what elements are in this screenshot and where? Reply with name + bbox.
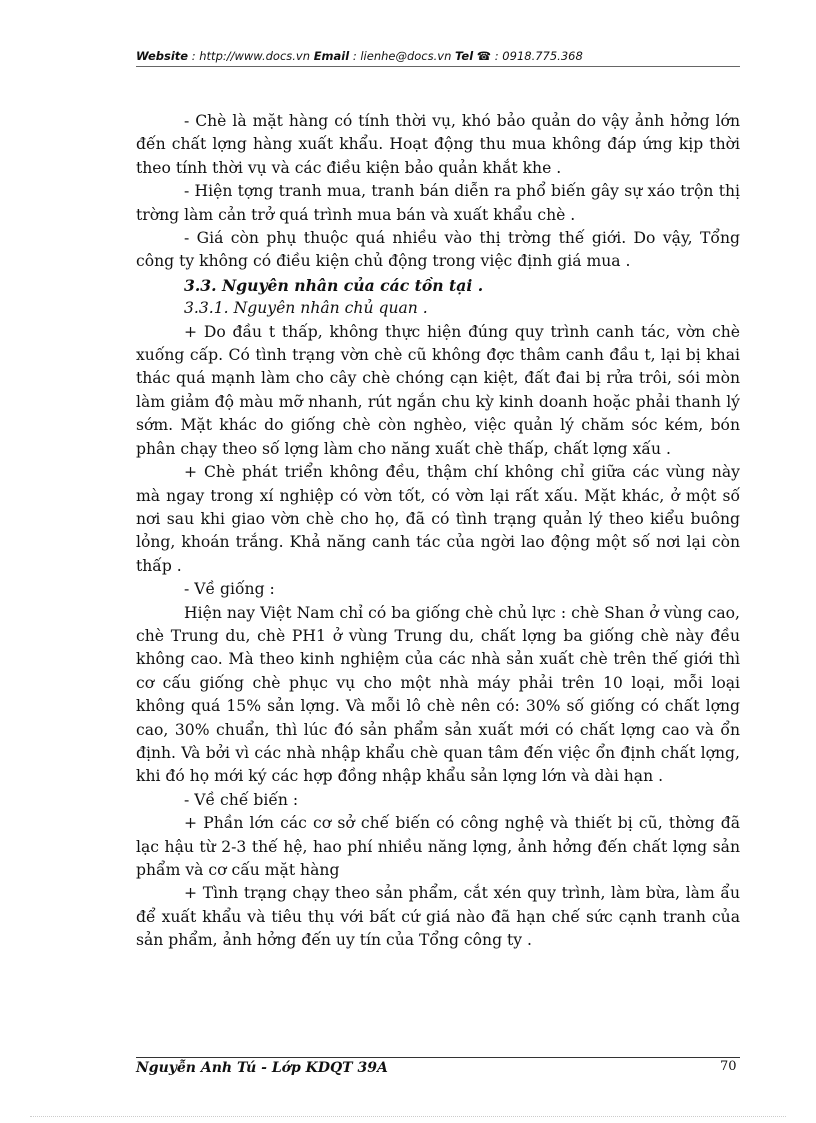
phone-icon: ☎	[476, 49, 492, 63]
header-divider	[136, 66, 740, 67]
paragraph: - Về giống :	[184, 580, 275, 599]
paragraph: - Hiện tợng tranh mua, tranh bán diễn ra phổ biến gây sự xáo trộn thị trờng làm cản trở quá trình mua bán và xuất khẩu chè .	[136, 182, 740, 224]
footer-divider	[136, 1057, 740, 1058]
page-bottom-border	[30, 1116, 786, 1117]
website-label: Website	[136, 49, 189, 63]
paragraph: + Chè phát triển không đều, thậm chí không chỉ giữa các vùng này mà ngay trong xí nghiệp có vờn tốt, có vờn lại rất xấu. Mặt khác, ở một số nơi sau khi giao vờn chè cho họ, đã có tình trạng quản lý theo kiểu buông lỏng, khoán trắng. Khả năng canh tác của ngời lao động một số nơi lại còn thấp .	[136, 463, 740, 575]
tel-number: : 0918.775.368	[491, 49, 583, 63]
paragraph: Hiện nay Việt Nam chỉ có ba giống chè chủ lực : chè Shan ở vùng cao, chè Trung du, chè PH1 ở vùng Trung du, chất lợng ba giống chè này đều không cao. Mà theo kinh nghiệm của các nhà sản xuất chè trên thế giới thì cơ cấu giống chè phục vụ cho một nhà máy phải trên 10 loại, mỗi loại không quá 15% sản lợng. Và mỗi lô chè nên có: 30% số giống có chất lợng cao, 30% chuẩn, thì lúc đó sản phẩm sản xuất mới có chất lợng cao và ổn định. Và bởi vì các nhà nhập khẩu chè quan tâm đến việc ổn định chất lợng, khi đó họ mới ký các hợp đồng nhập khẩu sản lợng lớn và dài hạn .	[136, 603, 740, 786]
paragraph: - Chè là mặt hàng có tính thời vụ, khó bảo quản do vậy ảnh hởng lớn đến chất lợng hàng xuất khẩu. Hoạt động thu mua không đáp ứng kịp thời theo tính thời vụ và các điều kiện bảo quản khắt khe .	[136, 112, 740, 177]
page-header	[136, 49, 740, 63]
paragraph: + Phần lớn các cơ sở chế biến có công nghệ và thiết bị cũ, thờng đã lạc hậu từ 2-3 thế hệ, hao phí nhiều năng lợng, ảnh hởng đến chất lợng sản phẩm và cơ cấu mặt hàng	[136, 814, 740, 879]
section-heading: 3.3. Nguyên nhân của các tồn tại .	[184, 275, 484, 295]
email-address[interactable]: : lienhe@docs.vn	[349, 49, 456, 63]
paragraph: - Giá còn phụ thuộc quá nhiều vào thị trờng thế giới. Do vậy, Tổng công ty không có điều kiện chủ động trong việc định giá mua .	[136, 229, 740, 271]
paragraph: + Tình trạng chạy theo sản phẩm, cắt xén quy trình, làm bừa, làm ẩu để xuất khẩu và tiêu thụ với bất cứ giá nào đã hạn chế sức cạnh tranh của sản phẩm, ảnh hởng đến uy tín của Tổng công ty .	[136, 884, 740, 950]
subsection-heading: 3.3.1. Nguyên nhân chủ quan .	[184, 299, 428, 318]
email-label: Email	[313, 49, 350, 63]
footer-author: Nguyễn Anh Tú - Lớp KDQT 39A	[136, 1060, 388, 1076]
website-url[interactable]: : http://www.docs.vn	[188, 49, 314, 63]
paragraph: - Về chế biến :	[184, 790, 299, 809]
tel-label: Tel	[455, 49, 474, 63]
paragraph: + Do đầu t thấp, không thực hiện đúng quy trình canh tác, vờn chè xuống cấp. Có tình trạng vờn chè cũ không đợc thâm canh đầu t, lại bị khai thác quá mạnh làm cho cây chè chóng cạn kiệt, đất đai bị rửa trôi, sói mòn làm giảm độ màu mỡ nhanh, rút ngắn chu kỳ kinh doanh hoặc phải thanh lý sớm. Mặt khác do giống chè còn nghèo, việc quản lý chăm sóc kém, bón phân chạy theo số lợng làm cho năng xuất chè thấp, chất lợng xấu .	[136, 322, 740, 458]
page-number: 70	[720, 1059, 737, 1074]
document-body	[136, 110, 740, 953]
